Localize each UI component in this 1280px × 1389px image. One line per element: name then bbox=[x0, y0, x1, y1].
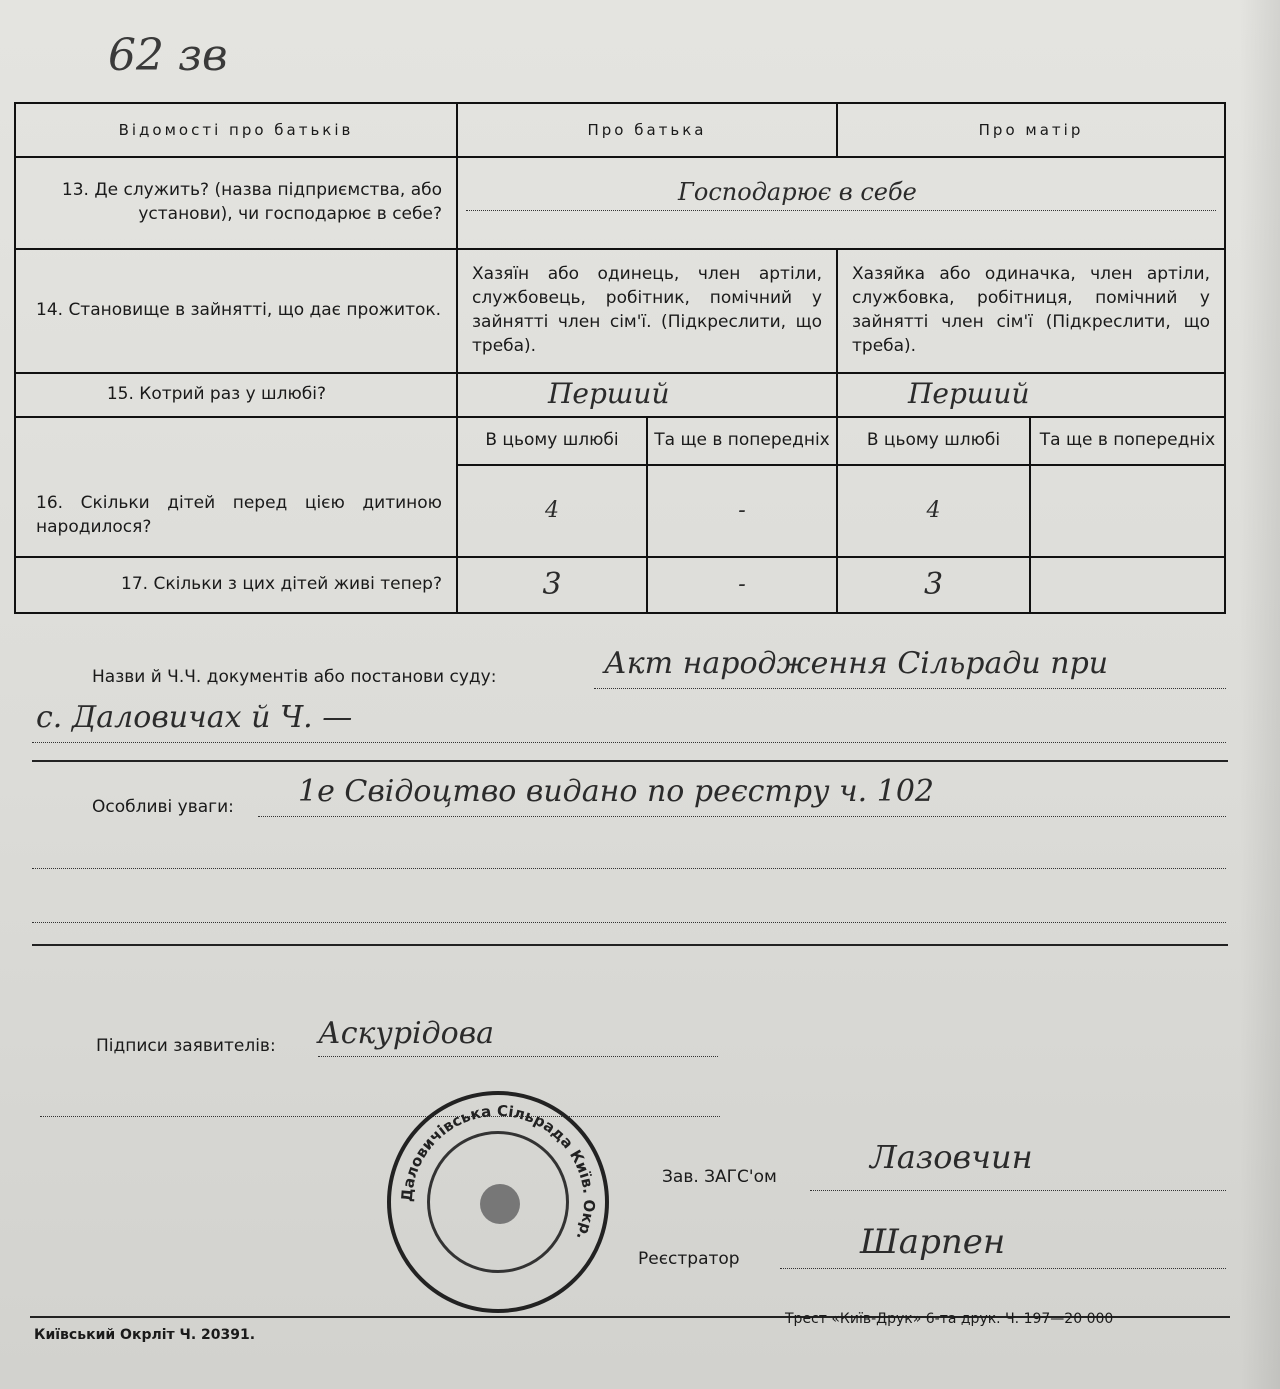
page-shadow bbox=[1240, 0, 1280, 1389]
subheader-father-this-marriage: В цьому шлюбі bbox=[457, 417, 647, 465]
remarks-label: Особливі уваги: bbox=[92, 797, 234, 817]
children-subheader-row bbox=[15, 417, 1225, 465]
documents-value-line1: Акт народження Сільради при bbox=[604, 646, 1109, 681]
mother-marriage-cell bbox=[837, 373, 1225, 417]
mother-occupation-options: Хазяйка або одиначка, член артіли, службовка, робітниця, помічний у зайнятті член сім'ї (Підкреслити, що треба). bbox=[837, 249, 1225, 373]
head-zags-label: Зав. ЗАГС'ом bbox=[662, 1167, 777, 1187]
mother-marriage-count: Перший bbox=[908, 377, 1030, 410]
table-row-q15 bbox=[15, 373, 1225, 417]
subheader-father-previous: Та ще в попередніх bbox=[647, 417, 837, 465]
archive-number: 62 зв bbox=[108, 30, 228, 81]
divider-1 bbox=[32, 760, 1228, 762]
seal-emblem bbox=[480, 1184, 520, 1224]
question-14: 14. Становище в зайнятті, що дає прожиток. bbox=[15, 249, 457, 373]
parents-info-table bbox=[14, 102, 1226, 614]
applicants-label: Підписи заявителів: bbox=[96, 1036, 276, 1056]
footer-left: Київський Окрліт Ч. 20391. bbox=[34, 1327, 256, 1343]
documents-label: Назви й Ч.Ч. документів або постанови суду: bbox=[92, 667, 497, 687]
divider-2 bbox=[32, 944, 1228, 946]
q16-father-previous: - bbox=[647, 465, 837, 557]
q17-mother-this: 3 bbox=[837, 557, 1030, 613]
table-row-q13 bbox=[15, 157, 1225, 249]
table-header-row bbox=[15, 103, 1225, 157]
q17-father-previous: - bbox=[647, 557, 837, 613]
father-marriage-cell bbox=[457, 373, 837, 417]
q17-father-this: 3 bbox=[457, 557, 647, 613]
header-parents-info: Відомості про батьків bbox=[15, 103, 457, 157]
seal-inner-ring bbox=[427, 1131, 569, 1273]
answer-13: Господарює в себе bbox=[678, 178, 917, 206]
father-occupation-options: Хазяїн або одинець, член артіли, службовець, робітник, помічний у зайнятті член сім'ї. (Підкреслити, що треба). bbox=[457, 249, 837, 373]
answer-13-cell bbox=[457, 157, 1225, 249]
table-row-q17 bbox=[15, 557, 1225, 613]
applicant-signature: Аскурідова bbox=[318, 1016, 495, 1051]
footer-right: Трест «Київ-Друк» 6-та друк. Ч. 197—20 000 bbox=[785, 1311, 1114, 1327]
table-row-q14 bbox=[15, 249, 1225, 373]
remarks-value: 1е Свідоцтво видано по реєстру ч. 102 bbox=[298, 774, 935, 809]
question-15: 15. Котрий раз у шлюбі? bbox=[15, 373, 457, 417]
subheader-mother-previous: Та ще в попередніх bbox=[1030, 417, 1225, 465]
subheader-mother-this-marriage: В цьому шлюбі bbox=[837, 417, 1030, 465]
header-father: Про батька bbox=[457, 103, 837, 157]
seal-text: Даловичівська Сільрада Київ. Окр. bbox=[397, 1101, 599, 1244]
question-16: 16. Скільки дітей перед цією дитиною народилося? bbox=[15, 417, 457, 557]
q16-father-this: 4 bbox=[457, 465, 647, 557]
question-13: 13. Де служить? (назва підприємства, або установи), чи господарює в себе? bbox=[15, 157, 457, 249]
official-seal bbox=[387, 1091, 609, 1313]
question-17: 17. Скільки з цих дітей живі тепер? bbox=[15, 557, 457, 613]
q16-mother-this: 4 bbox=[837, 465, 1030, 557]
father-marriage-count: Перший bbox=[548, 377, 670, 410]
header-mother: Про матір bbox=[837, 103, 1225, 157]
q17-mother-previous bbox=[1030, 557, 1225, 613]
registrar-label: Реєстратор bbox=[638, 1249, 740, 1269]
q16-mother-previous bbox=[1030, 465, 1225, 557]
head-zags-signature: Лазовчин bbox=[870, 1138, 1033, 1176]
documents-value-line2: с. Даловичах й Ч. — bbox=[36, 700, 353, 735]
registrar-signature: Шарпен bbox=[860, 1222, 1006, 1262]
